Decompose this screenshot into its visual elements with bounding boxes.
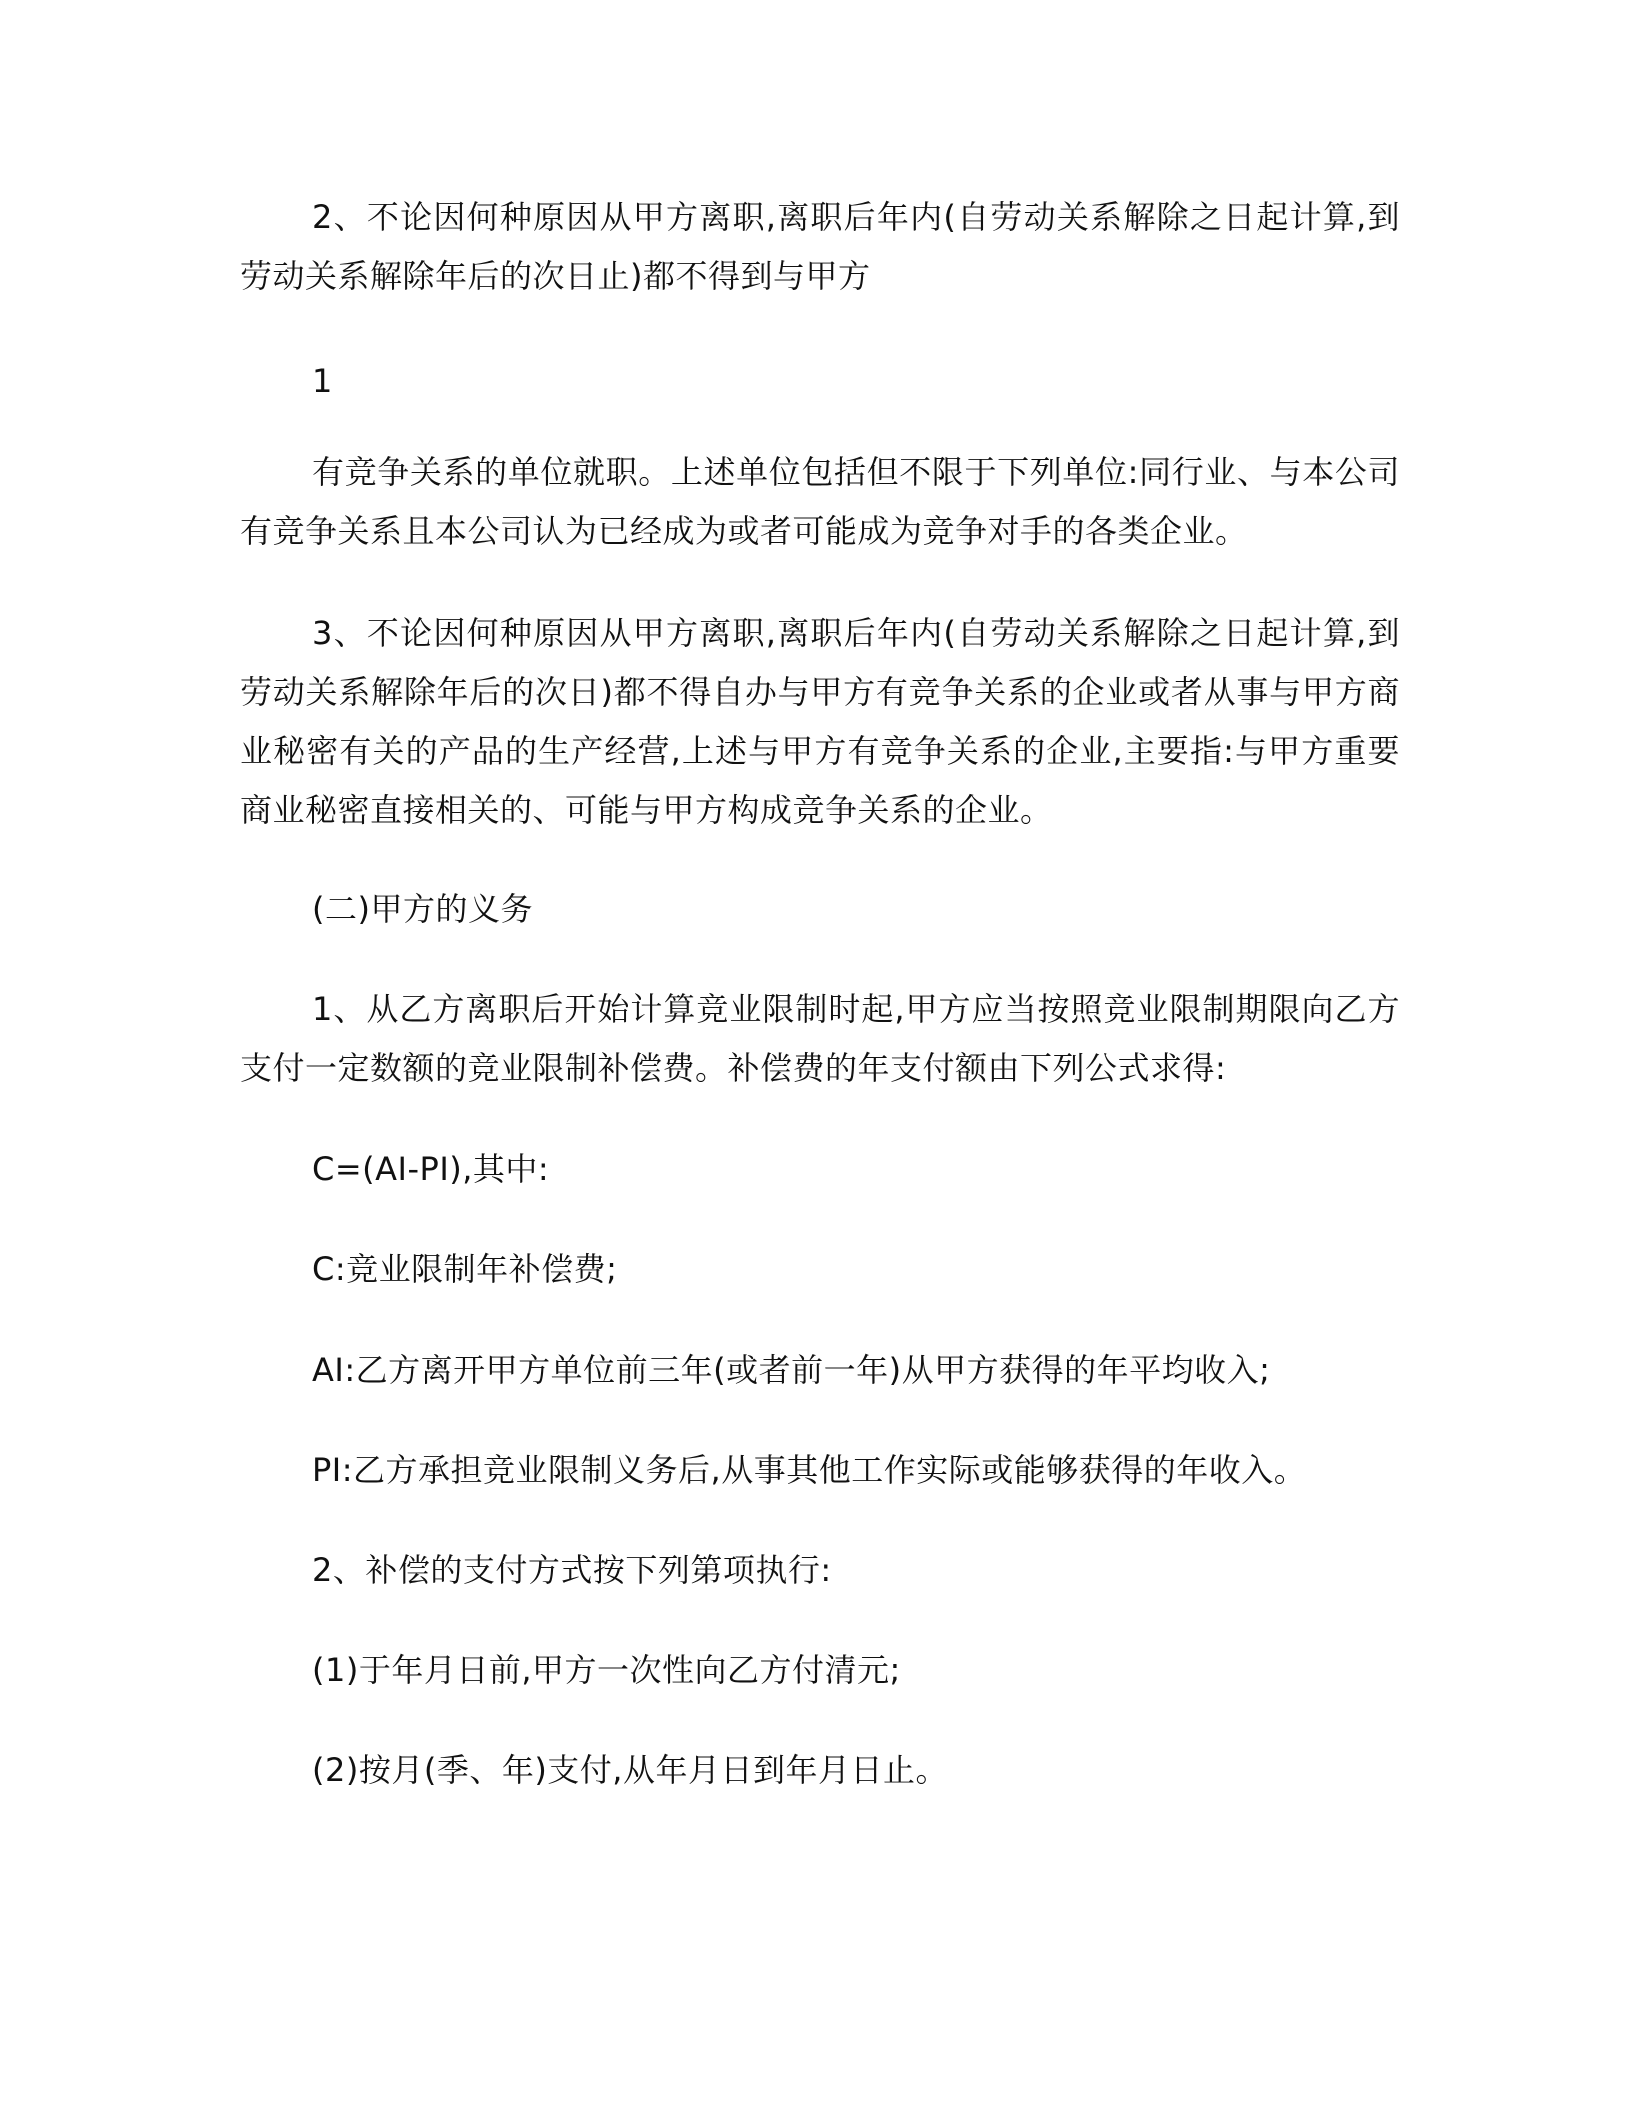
definition-pi: PI:乙方承担竞业限制义务后,从事其他工作实际或能够获得的年收入。 [312, 1451, 1307, 1489]
section-heading-party-a-obligations: (二)甲方的义务 [312, 890, 533, 928]
paragraph-clause-3: 3、不论因何种原因从甲方离职,离职后年内(自劳动关系解除之日起计算,到劳动关系解除年后的次日)都不得自办与甲方有竞争关系的企业或者从事与甲方商业秘密有关的产品的生产经营,上述与甲方有竞争关系的企业,主要指:与甲方重要商业秘密直接相关的、可能与甲方构成竞争关系的企业。 [240, 614, 1400, 829]
formula-line: C=(AI-PI),其中: [312, 1150, 550, 1188]
payment-option-2: (2)按月(季、年)支付,从年月日到年月日止。 [312, 1751, 948, 1789]
page-number: 1 [312, 362, 333, 400]
payment-option-1: (1)于年月日前,甲方一次性向乙方付清元; [312, 1651, 901, 1689]
paragraph-compensation: 1、从乙方离职后开始计算竞业限制时起,甲方应当按照竞业限制期限向乙方支付一定数额的竞业限制补偿费。补偿费的年支付额由下列公式求得: [240, 990, 1400, 1087]
paragraph-competitor-units: 有竞争关系的单位就职。上述单位包括但不限于下列单位:同行业、与本公司有竞争关系且本公司认为已经成为或者可能成为竞争对手的各类企业。 [240, 453, 1400, 550]
paragraph-clause-2: 2、不论因何种原因从甲方离职,离职后年内(自劳动关系解除之日起计算,到劳动关系解除年后的次日止)都不得到与甲方 [240, 198, 1400, 295]
definition-c: C:竞业限制年补偿费; [312, 1250, 618, 1288]
paragraph-payment-method: 2、补偿的支付方式按下列第项执行: [312, 1551, 832, 1589]
definition-ai: AI:乙方离开甲方单位前三年(或者前一年)从甲方获得的年平均收入; [312, 1351, 1271, 1389]
